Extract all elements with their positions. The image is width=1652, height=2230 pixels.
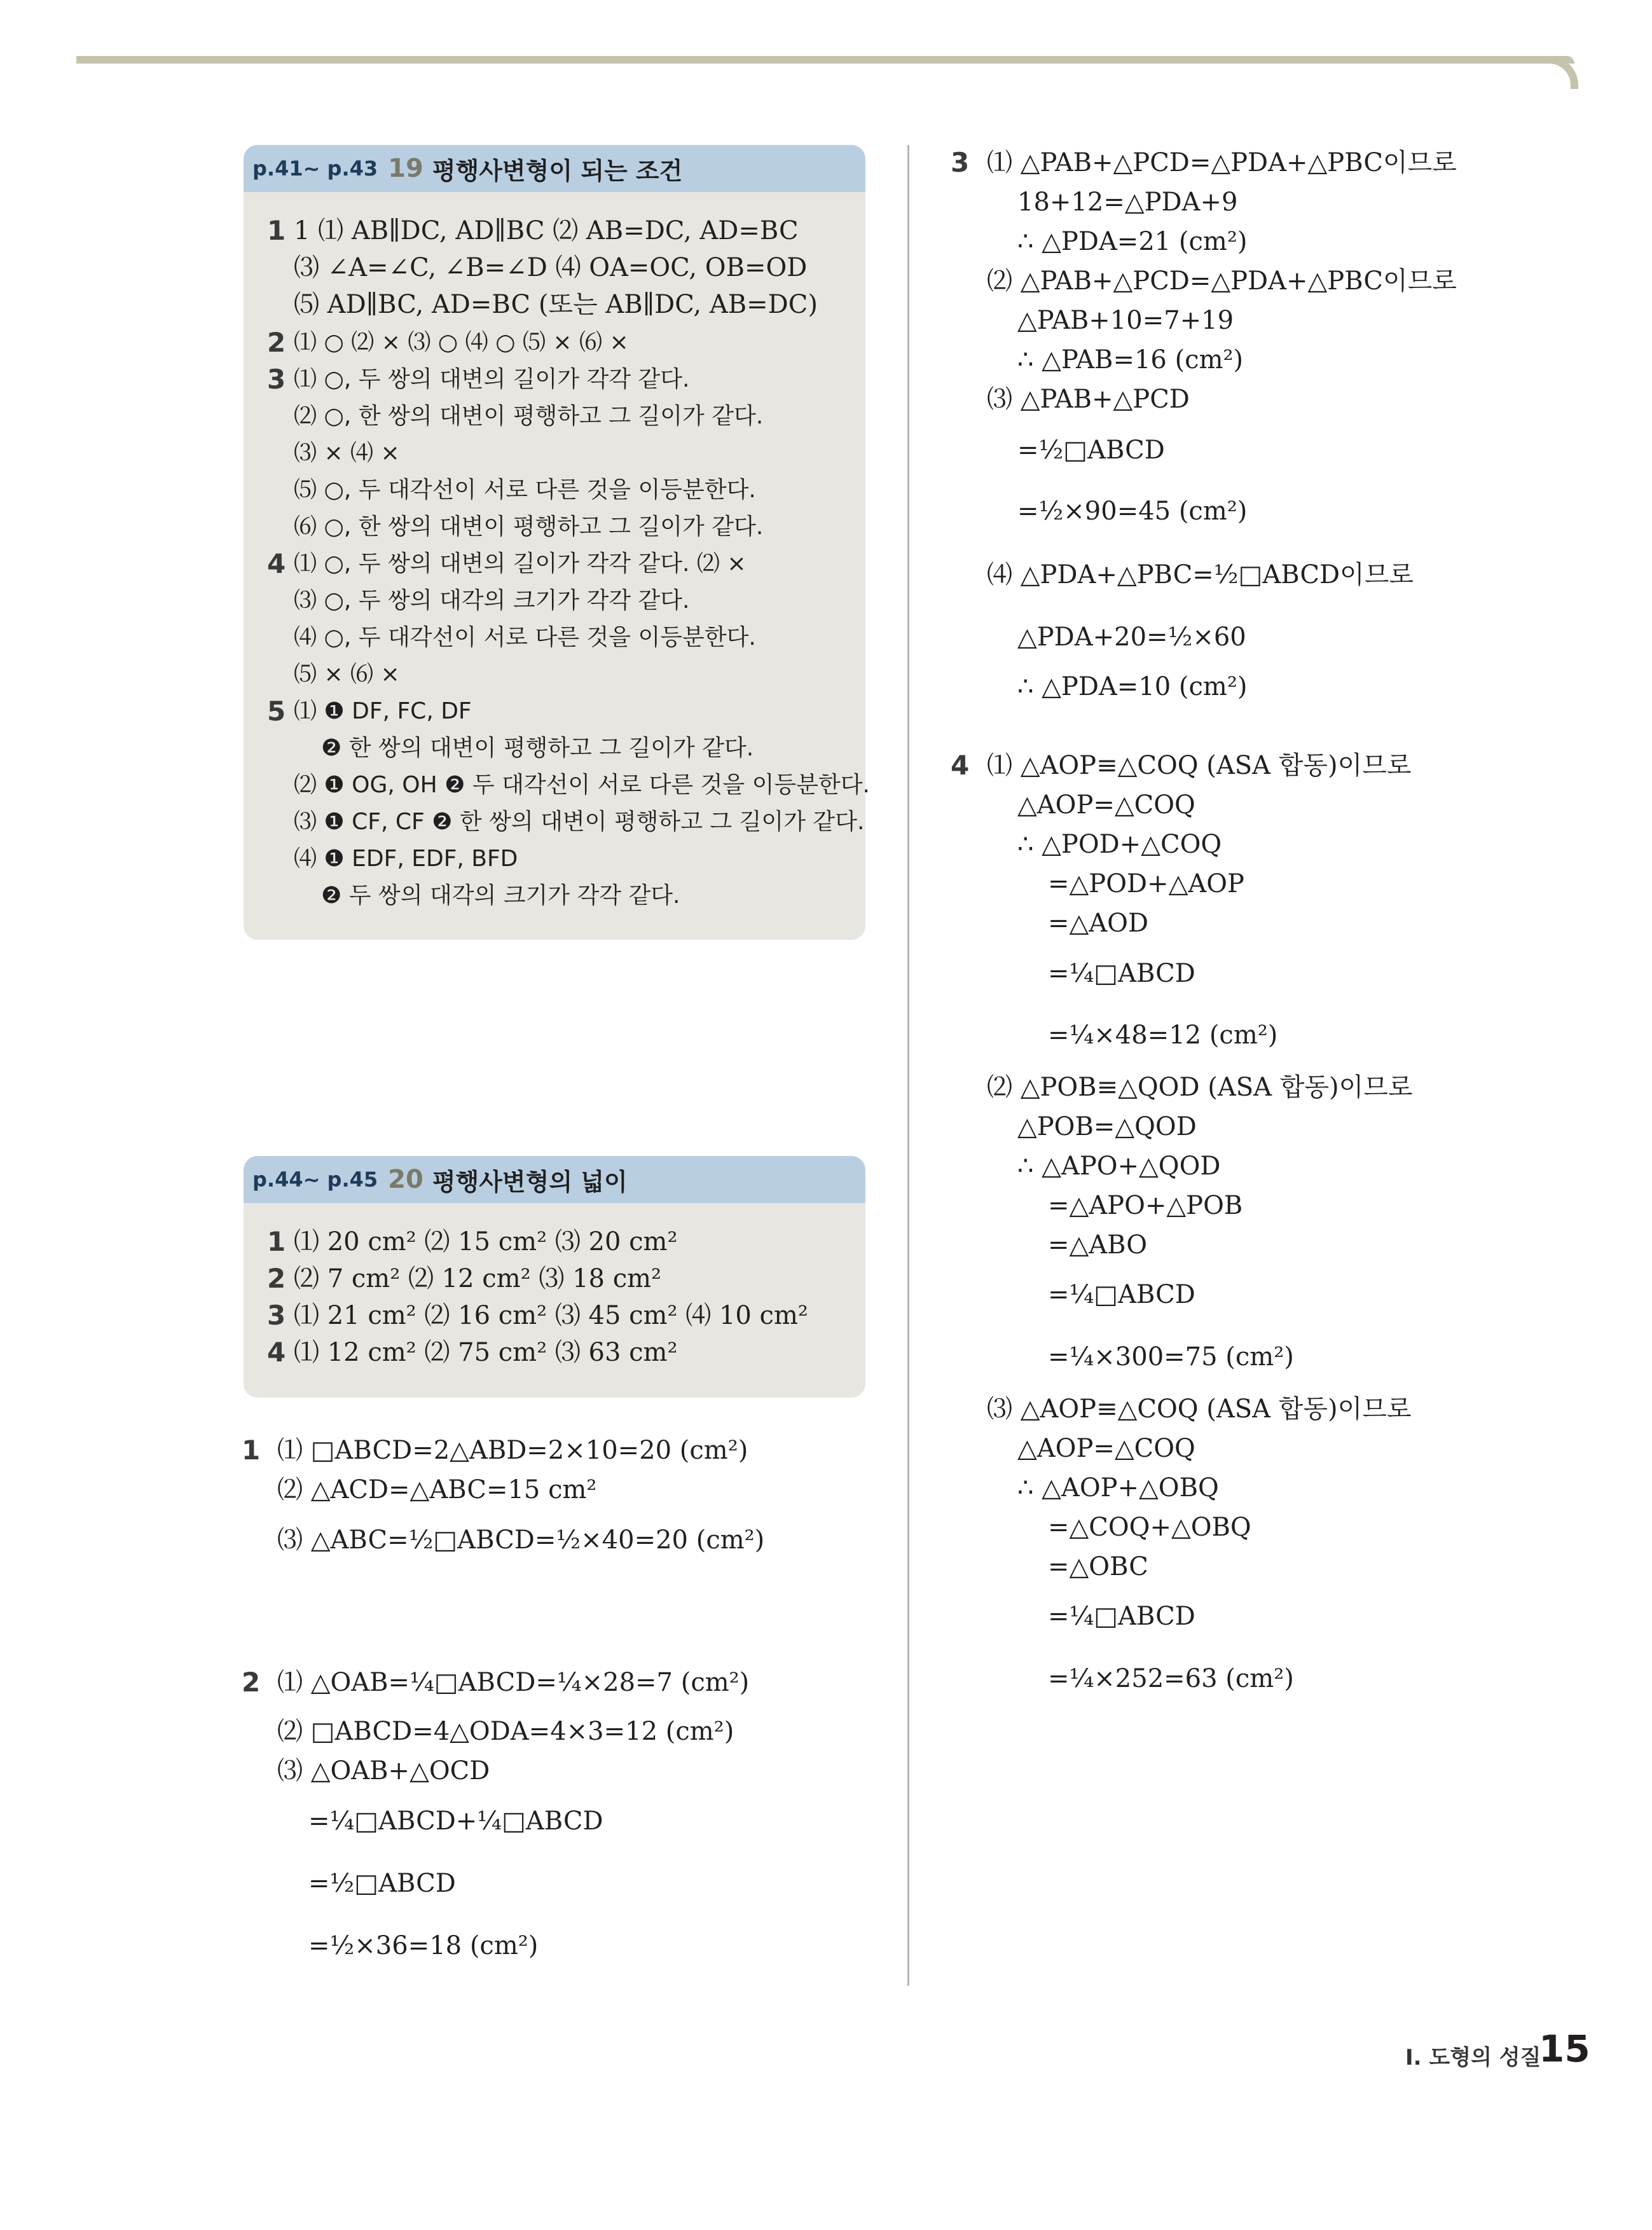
solution-line: =½×36=18 (cm²) xyxy=(308,1931,539,1960)
solution-line: △AOP=△COQ xyxy=(1017,1434,1195,1463)
solution-line: ⑵ △POB≡△QOD (ASA 합동)이므로 xyxy=(987,1073,1413,1102)
answer-line: ⑶ ❶ CF, CF ❷ 한 쌍의 대변이 평행하고 그 길이가 같다. xyxy=(294,809,865,835)
answer-line: ⑵ ❶ OG, OH ❷ 두 대각선이 서로 다른 것을 이등분한다. xyxy=(294,772,870,798)
solution-line: =½×90=45 (cm²) xyxy=(1017,497,1248,526)
question-number: 2 xyxy=(267,1263,286,1294)
top-rule xyxy=(76,56,1574,64)
solution-line: ∴ △APO+△QOD xyxy=(1017,1152,1221,1181)
answer-box-header xyxy=(244,145,865,192)
question-number: 3 xyxy=(267,364,286,395)
section-number: 20 xyxy=(388,1165,423,1194)
solution-line: ⑵ △ACD=△ABC=15 cm² xyxy=(277,1475,597,1504)
solution-number: 3 xyxy=(951,147,970,178)
column-divider xyxy=(907,145,909,1986)
page-range: p.41~ p.43 xyxy=(252,156,378,181)
answer-line: ⑴ ❶ DF, FC, DF xyxy=(294,698,472,724)
solution-line: ⑵ □ABCD=4△ODA=4×3=12 (cm²) xyxy=(277,1717,734,1746)
solution-line: ∴ △POD+△COQ xyxy=(1017,830,1222,859)
answer-line: ⑴ ○, 두 쌍의 대변의 길이가 각각 같다. ⑵ × xyxy=(294,551,747,577)
solution-line: ∴ △PDA=21 (cm²) xyxy=(1017,227,1248,256)
answer-line: ⑴ 20 cm² ⑵ 15 cm² ⑶ 20 cm² xyxy=(294,1227,678,1256)
solution-line: ∴ △AOP+△OBQ xyxy=(1017,1473,1219,1503)
answer-line: ⑸ ○, 두 대각선이 서로 다른 것을 이등분한다. xyxy=(294,477,756,503)
answer-line: ⑷ ❶ EDF, EDF, BFD xyxy=(294,846,518,872)
solution-line: ⑴ △PAB+△PCD=△PDA+△PBC이므로 xyxy=(987,148,1457,177)
answer-box-header xyxy=(244,1156,865,1203)
solution-line: =½□ABCD xyxy=(308,1869,456,1898)
chapter-label: Ⅰ. 도형의 성질 xyxy=(1405,2045,1541,2070)
question-number: 4 xyxy=(267,548,286,579)
solution-line: ⑶ △PAB+△PCD xyxy=(987,385,1190,414)
question-number: 5 xyxy=(267,696,286,727)
solution-line: =△AOD xyxy=(1048,909,1149,938)
solution-line: ⑶ △OAB+△OCD xyxy=(277,1756,490,1786)
answer-line: 1 ⑴ AB∥DC, AD∥BC ⑵ AB=DC, AD=BC xyxy=(294,216,799,245)
answer-line: ⑸ × ⑹ × xyxy=(294,661,400,687)
solution-line: =△APO+△POB xyxy=(1048,1191,1243,1220)
solution-line: ⑷ △PDA+△PBC=½□ABCD이므로 xyxy=(987,560,1414,589)
solution-line: ⑶ △AOP≡△COQ (ASA 합동)이므로 xyxy=(987,1394,1412,1424)
solution-line: ⑶ △ABC=½□ABCD=½×40=20 (cm²) xyxy=(277,1525,765,1555)
answer-line: ⑴ ○, 두 쌍의 대변의 길이가 각각 같다. xyxy=(294,366,690,392)
solution-line: ⑵ △PAB+△PCD=△PDA+△PBC이므로 xyxy=(987,266,1457,296)
section-number: 19 xyxy=(388,154,423,183)
solution-line: ∴ △PDA=10 (cm²) xyxy=(1017,672,1248,701)
solution-line: ⑴ △AOP≡△COQ (ASA 합동)이므로 xyxy=(987,751,1412,780)
answer-line: ⑹ ○, 한 쌍의 대변이 평행하고 그 길이가 같다. xyxy=(294,514,764,540)
question-number: 1 xyxy=(267,1226,286,1257)
section-title: 평행사변형이 되는 조건 xyxy=(432,156,683,185)
solution-line: =¼×48=12 (cm²) xyxy=(1048,1021,1278,1050)
solution-line: =△POD+△AOP xyxy=(1048,869,1244,898)
solution-line: △PAB+10=7+19 xyxy=(1017,306,1234,335)
solution-number: 4 xyxy=(951,750,970,781)
solution-line: =△ABO xyxy=(1048,1230,1148,1260)
solution-line: =¼□ABCD xyxy=(1048,1602,1195,1631)
question-number: 3 xyxy=(267,1300,286,1331)
solution-line: ∴ △PAB=16 (cm²) xyxy=(1017,345,1244,375)
solution-line: △AOP=△COQ xyxy=(1017,790,1195,820)
solution-line: =¼×252=63 (cm²) xyxy=(1048,1664,1294,1693)
answer-line: ⑴ 21 cm² ⑵ 16 cm² ⑶ 45 cm² ⑷ 10 cm² xyxy=(294,1301,808,1330)
answer-line: ⑵ 7 cm² ⑵ 12 cm² ⑶ 18 cm² xyxy=(294,1264,662,1293)
page-number: 15 xyxy=(1539,2027,1590,2070)
answer-line: ⑴ ○ ⑵ × ⑶ ○ ⑷ ○ ⑸ × ⑹ × xyxy=(294,329,629,355)
solution-line: ⑴ □ABCD=2△ABD=2×10=20 (cm²) xyxy=(277,1436,748,1465)
solution-line: =¼□ABCD xyxy=(1048,959,1195,988)
solution-line: △PDA+20=½×60 xyxy=(1017,623,1246,652)
solution-line: ⑴ △OAB=¼□ABCD=¼×28=7 (cm²) xyxy=(277,1668,750,1697)
solution-line: =¼×300=75 (cm²) xyxy=(1048,1342,1294,1372)
solution-line: =¼□ABCD+¼□ABCD xyxy=(308,1807,603,1836)
solution-line: △POB=△QOD xyxy=(1017,1112,1197,1141)
solution-number: 1 xyxy=(242,1435,261,1466)
question-number: 4 xyxy=(267,1337,286,1368)
answer-line: ⑸ AD∥BC, AD=BC (또는 AB∥DC, AB=DC) xyxy=(294,290,818,319)
solution-number: 2 xyxy=(242,1667,261,1698)
solution-line: =½□ABCD xyxy=(1017,436,1165,465)
section-title: 평행사변형의 넓이 xyxy=(432,1167,628,1196)
answer-line: ❷ 한 쌍의 대변이 평행하고 그 길이가 같다. xyxy=(321,735,754,761)
solution-line: 18+12=△PDA+9 xyxy=(1017,188,1238,217)
solution-line: =△OBC xyxy=(1048,1552,1148,1581)
answer-line: ⑶ × ⑷ × xyxy=(294,440,400,466)
page-range: p.44~ p.45 xyxy=(252,1167,378,1192)
question-number: 2 xyxy=(267,327,286,358)
solution-line: =△COQ+△OBQ xyxy=(1048,1513,1251,1542)
answer-line: ⑶ ∠A=∠C, ∠B=∠D ⑷ OA=OC, OB=OD xyxy=(294,253,808,282)
answer-line: ❷ 두 쌍의 대각의 크기가 각각 같다. xyxy=(321,883,680,909)
question-number: 1 xyxy=(267,215,286,246)
answer-line: ⑵ ○, 한 쌍의 대변이 평행하고 그 길이가 같다. xyxy=(294,403,764,429)
answer-line: ⑶ ○, 두 쌍의 대각의 크기가 각각 같다. xyxy=(294,588,690,614)
answer-line: ⑴ 12 cm² ⑵ 75 cm² ⑶ 63 cm² xyxy=(294,1338,678,1367)
answer-line: ⑷ ○, 두 대각선이 서로 다른 것을 이등분한다. xyxy=(294,624,756,650)
solution-line: =¼□ABCD xyxy=(1048,1280,1195,1309)
